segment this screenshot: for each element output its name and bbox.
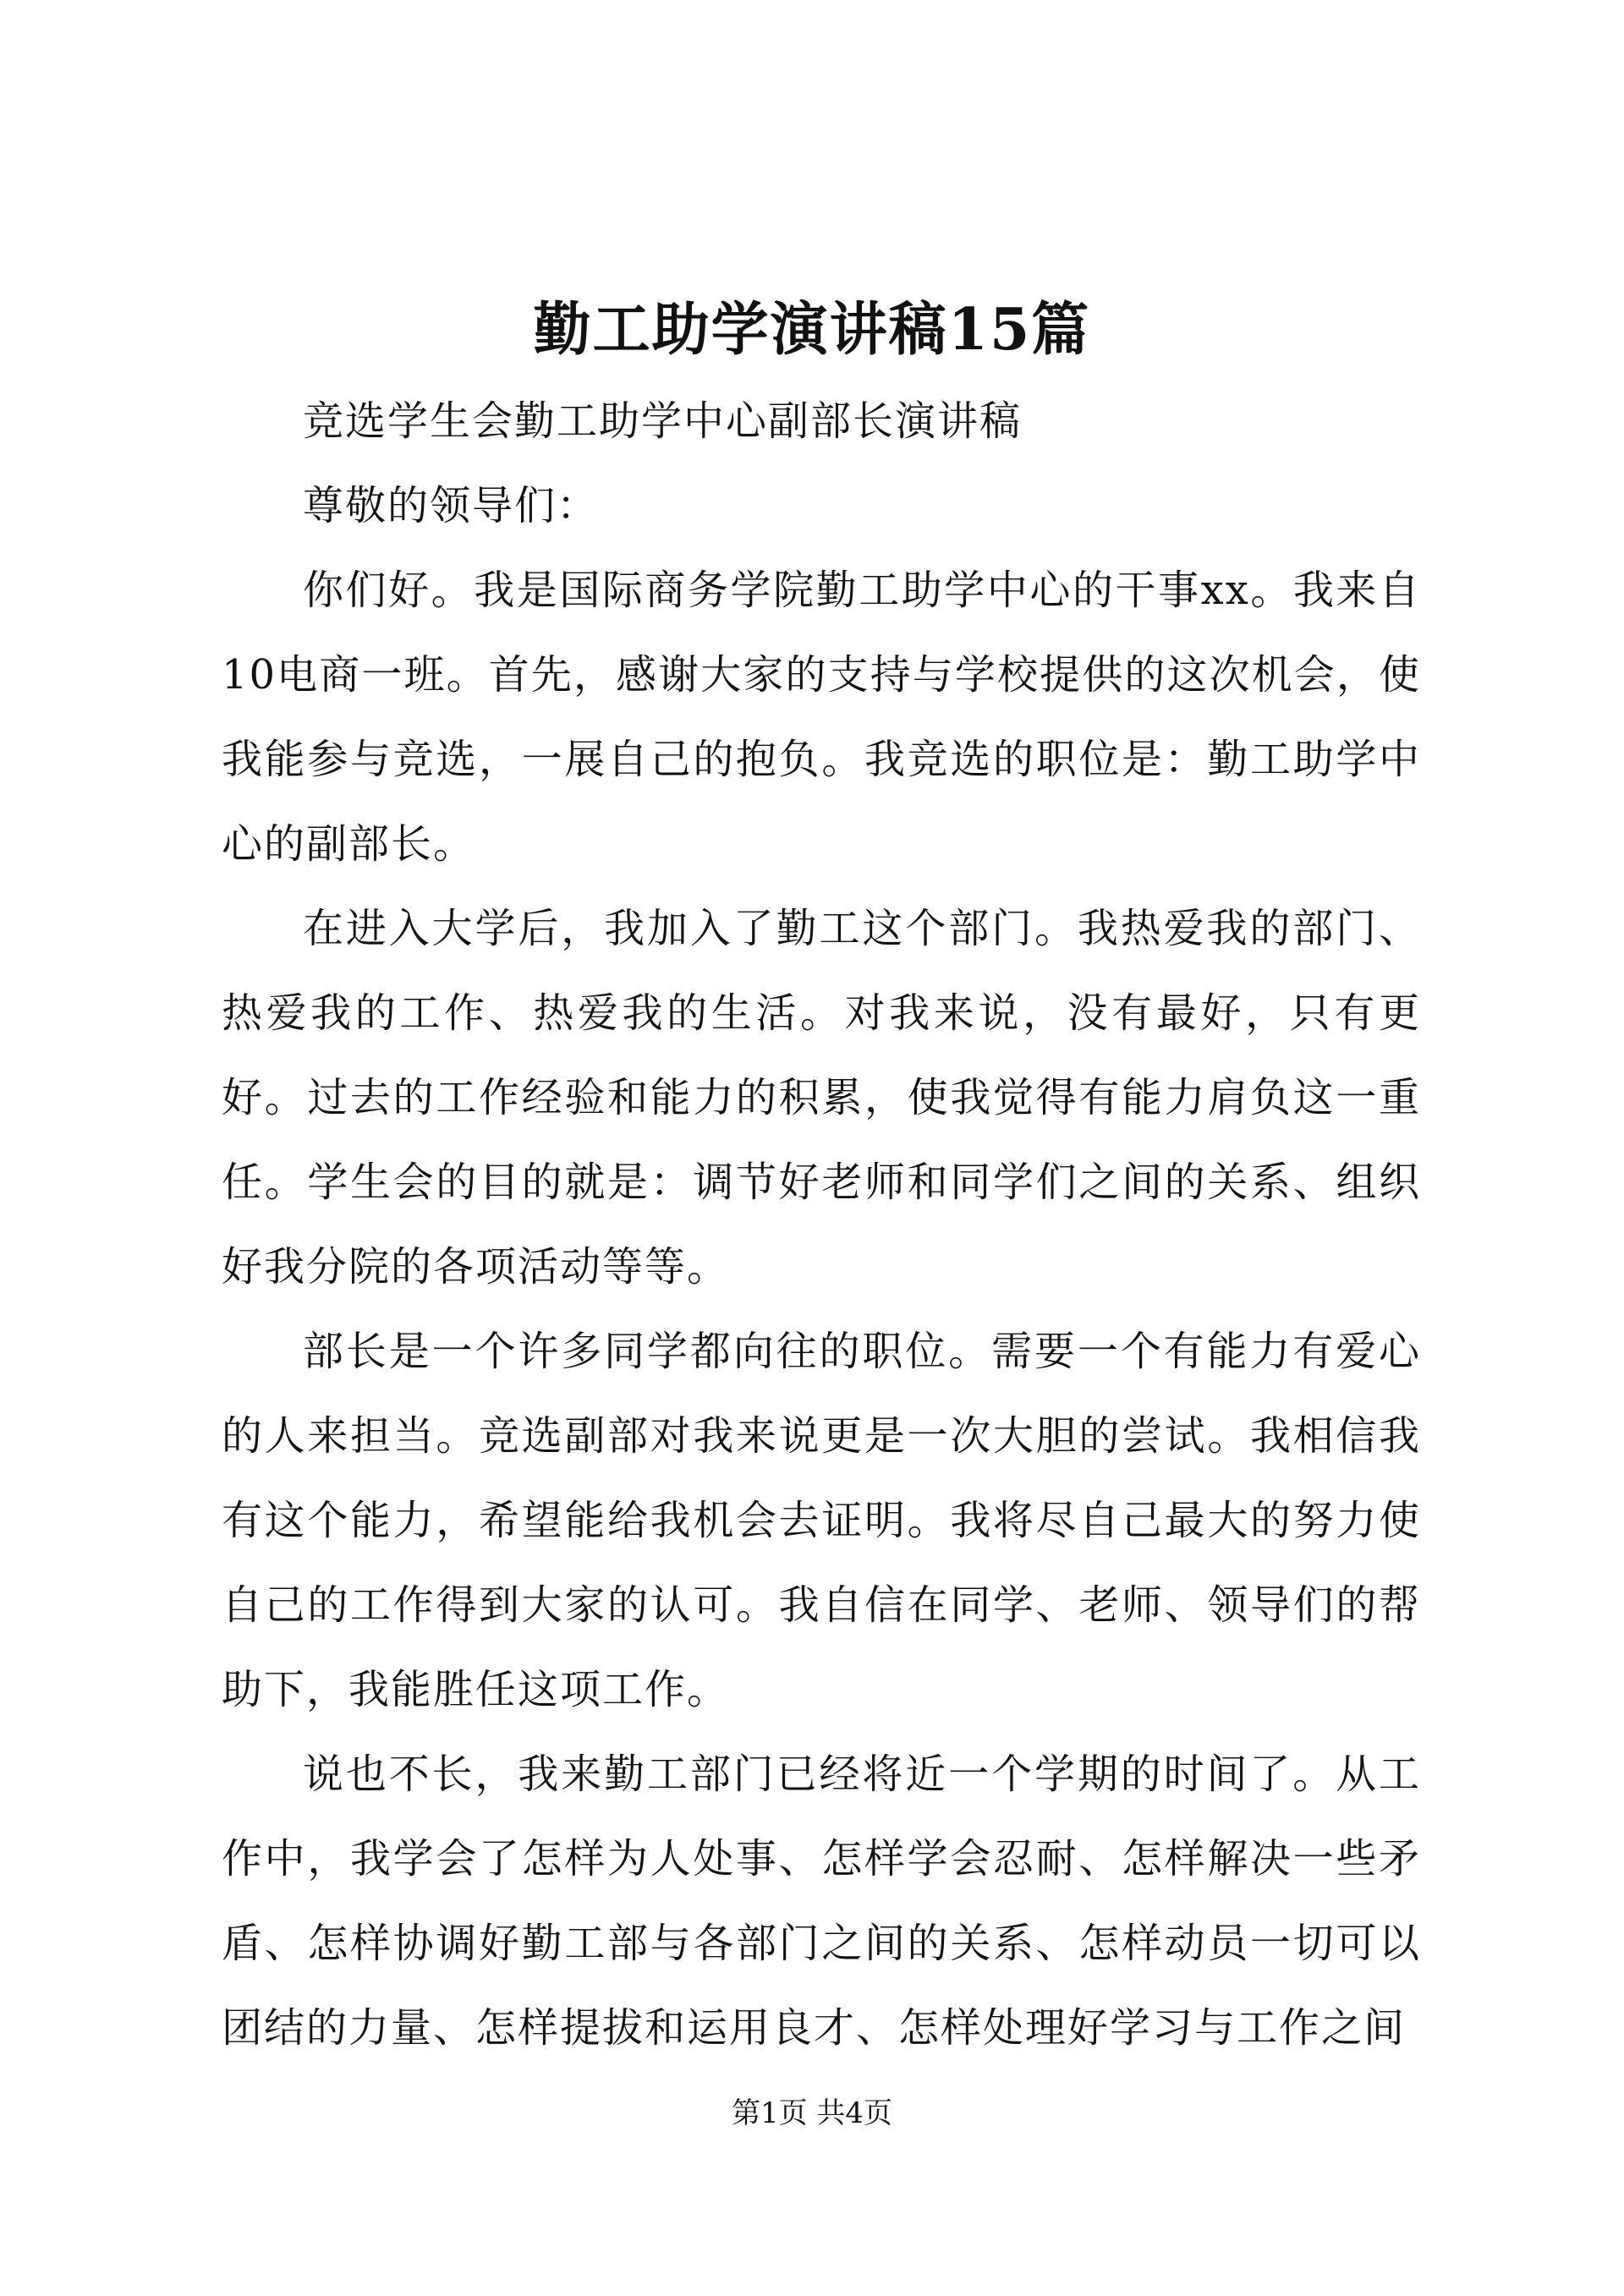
paragraph-position: 部长是一个许多同学都向往的职位。需要一个有能力有爱心的人来担当。竞选副部对我来说更是一次大胆的尝试。我相信我有这个能力，希望能给我机会去证明。我将尽自己最大的努力使自己的工作得到大家的认可。我自信在同学、老师、领导们的帮助下，我能胜任这项工作。 <box>222 1328 1421 1713</box>
document-title: 勤工助学演讲稿15篇 <box>533 296 1091 364</box>
paragraph-department: 在进入大学后，我加入了勤工这个部门。我热爱我的部门、热爱我的工作、热爱我的生活。对我来说，没有最好，只有更好。过去的工作经验和能力的积累，使我觉得有能力肩负这一重任。学生会的目的就是：调节好老师和同学们之间的关系、组织好我分院的各项活动等等。 <box>222 905 1421 1290</box>
paragraph-subtitle: 竞选学生会勤工助学中心副部长演讲稿 <box>303 397 1023 445</box>
page-number-footer: 第1页 共4页 <box>731 2096 893 2130</box>
paragraph-experience: 说也不长，我来勤工部门已经将近一个学期的时间了。从工作中，我学会了怎样为人处事、怎样学会忍耐、怎样解决一些矛盾、怎样协调好勤工部与各部门之间的关系、怎样动员一切可以团结的力量、怎样提拔和运用良才、怎样处理好学习与工作之间 <box>222 1751 1421 2052</box>
document-body <box>222 379 1421 2070</box>
paragraph-salutation: 尊敬的领导们： <box>303 482 600 529</box>
paragraph-introduction: 你们好。我是国际商务学院勤工助学中心的干事xx。我来自10电商一班。首先，感谢大家的支持与学校提供的这次机会，使我能参与竞选，一展自己的抱负。我竞选的职位是：勤工助学中心的副部长。 <box>222 567 1421 868</box>
